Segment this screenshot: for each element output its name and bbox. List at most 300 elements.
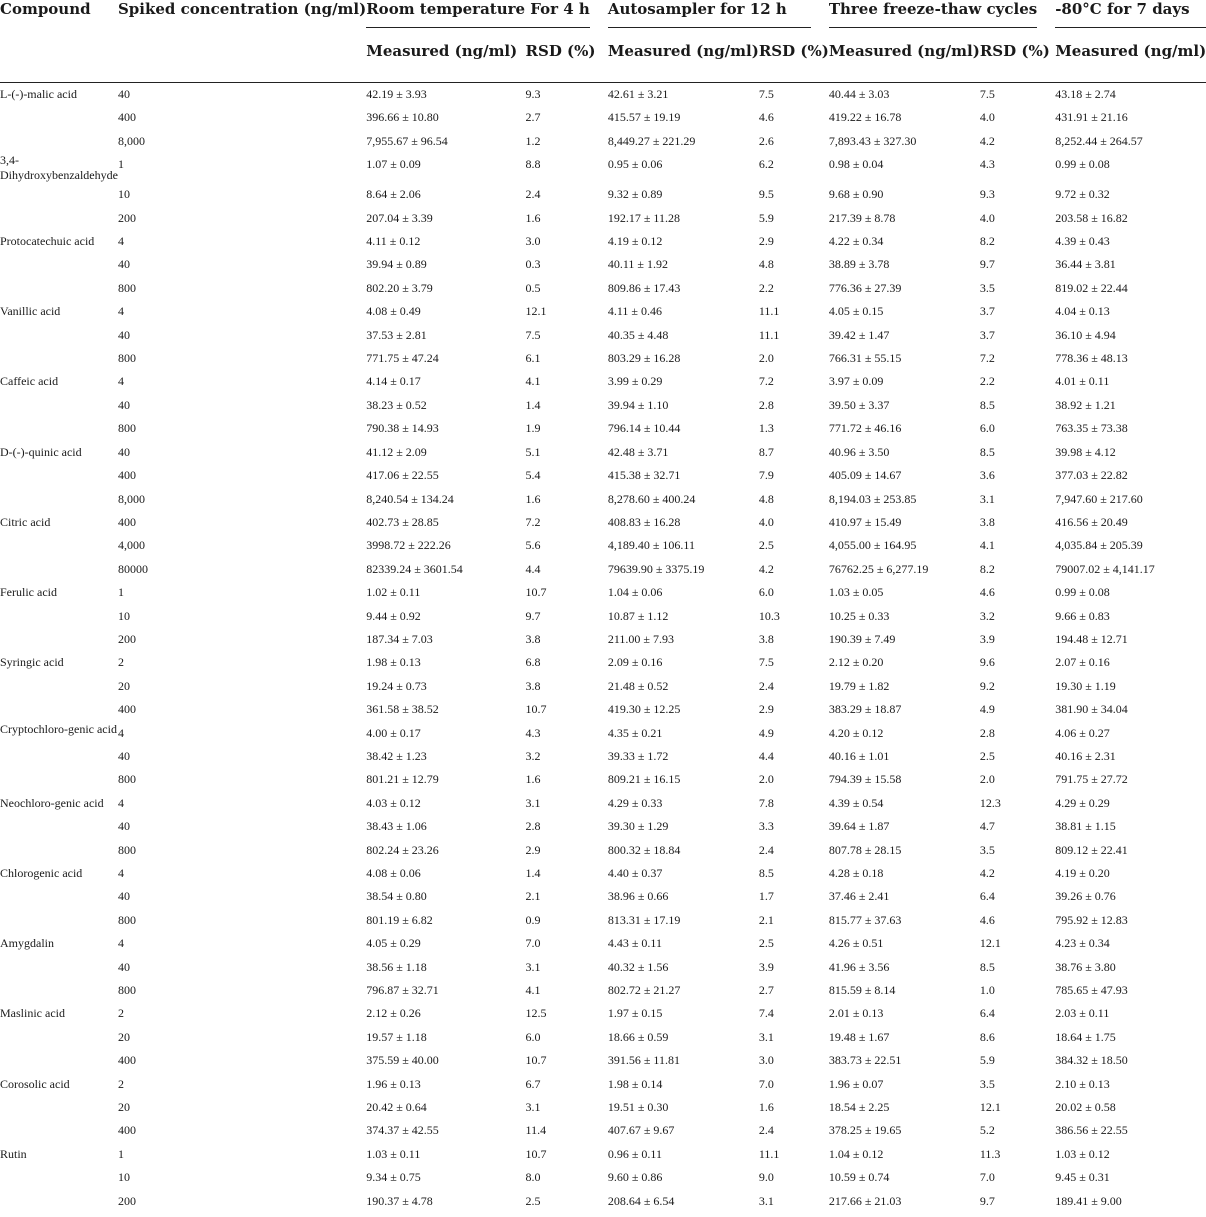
table-row xyxy=(0,130,1206,153)
ft-rsd-cell: 5.2 xyxy=(979,1123,995,1138)
as-measured-cell: 408.83 ± 16.28 xyxy=(607,514,681,529)
ft-rsd-cell: 9.7 xyxy=(979,257,995,272)
m80-measured-cell: 763.35 ± 73.38 xyxy=(1055,421,1128,436)
ft-rsd-cell: 4.1 xyxy=(979,538,995,553)
table-row xyxy=(0,628,1206,651)
as-rsd-cell: 10.3 xyxy=(758,608,780,623)
rt-measured-cell: 82339.24 ± 3601.54 xyxy=(366,561,463,576)
table-body xyxy=(0,83,1206,1214)
as-measured-cell: 208.64 ± 6.54 xyxy=(607,1193,675,1208)
as-rsd-cell: 3.9 xyxy=(758,959,774,974)
ft-rsd-cell: 4.6 xyxy=(979,585,995,600)
ft-measured-cell: 39.50 ± 3.37 xyxy=(828,397,890,412)
rt-measured-cell: 4.08 ± 0.06 xyxy=(366,866,421,880)
ft-rsd-cell: 2.0 xyxy=(979,772,995,787)
as-rsd-cell: 7.2 xyxy=(758,374,774,389)
compound-name xyxy=(0,464,118,487)
as-rsd-cell: 2.9 xyxy=(758,702,774,717)
ft-rsd-cell: 5.9 xyxy=(979,1053,995,1068)
as-measured-cell: 21.48 ± 0.52 xyxy=(607,678,669,693)
rt-rsd-cell: 11.4 xyxy=(525,1123,547,1138)
as-measured-cell: 42.48 ± 3.71 xyxy=(607,444,669,459)
spiked-concentration-cell: 800 xyxy=(117,351,136,366)
m80-measured-cell: 2.07 ± 0.16 xyxy=(1055,655,1110,670)
compound-name xyxy=(0,675,118,698)
m80-measured-cell: 2.10 ± 0.13 xyxy=(1055,1076,1110,1091)
ft-measured-cell: 410.97 ± 15.49 xyxy=(828,514,902,529)
spiked-concentration-cell: 40 xyxy=(117,889,130,904)
rt-rsd-cell: 3.0 xyxy=(525,234,541,249)
as-measured-cell: 796.14 ± 10.44 xyxy=(607,421,681,436)
as-rsd-cell: 4.0 xyxy=(758,514,774,529)
table-row xyxy=(0,230,1206,253)
rt-rsd-cell: 8.8 xyxy=(525,157,541,172)
spiked-concentration-cell: 2 xyxy=(117,1006,124,1021)
m80-measured-cell: 39.26 ± 0.76 xyxy=(1055,889,1116,904)
as-measured-cell: 4,189.40 ± 106.11 xyxy=(607,538,695,553)
ft-measured-cell: 4.28 ± 0.18 xyxy=(828,866,884,880)
rt-rsd-cell: 6.0 xyxy=(525,1029,541,1044)
ft-measured-cell: 41.96 ± 3.56 xyxy=(828,959,890,974)
table-row xyxy=(0,815,1206,838)
as-measured-cell: 40.35 ± 4.48 xyxy=(607,327,669,342)
as-measured-cell: 38.96 ± 0.66 xyxy=(607,889,669,904)
table-row xyxy=(0,464,1206,487)
compound-name xyxy=(0,394,118,417)
rt-rsd-cell: 0.5 xyxy=(525,280,541,295)
as-measured-cell: 42.61 ± 3.21 xyxy=(607,87,669,101)
rt-measured-cell: 38.54 ± 0.80 xyxy=(366,889,427,904)
as-measured-cell: 0.95 ± 0.06 xyxy=(607,157,663,172)
rt-measured-cell: 19.24 ± 0.73 xyxy=(366,678,427,693)
as-measured-cell: 1.98 ± 0.14 xyxy=(607,1076,663,1091)
ft-measured-cell: 39.42 ± 1.47 xyxy=(828,327,890,342)
compound-name xyxy=(0,885,118,908)
m80-measured-cell: 189.41 ± 9.00 xyxy=(1055,1193,1122,1208)
ft-measured-cell: 40.96 ± 3.50 xyxy=(828,444,890,459)
as-rsd-cell: 1.7 xyxy=(758,889,774,904)
rt-measured-cell: 417.06 ± 22.55 xyxy=(366,468,439,483)
compound-name xyxy=(0,130,118,153)
ft-rsd-cell: 7.2 xyxy=(979,351,995,366)
ft-measured-cell: 794.39 ± 15.58 xyxy=(828,772,902,787)
ft-rsd-cell: 2.2 xyxy=(979,374,995,389)
as-measured-cell: 40.32 ± 1.56 xyxy=(607,959,669,974)
ft-measured-cell: 807.78 ± 28.15 xyxy=(828,842,902,857)
ft-measured-cell: 19.79 ± 1.82 xyxy=(828,678,890,693)
header-group-autosampler xyxy=(608,0,829,42)
compound-name: Maslinic acid xyxy=(0,1006,65,1021)
as-measured-cell: 4.29 ± 0.33 xyxy=(607,795,663,810)
m80-measured-cell: 38.81 ± 1.15 xyxy=(1055,819,1116,834)
ft-rsd-cell: 9.2 xyxy=(979,678,995,693)
ft-measured-cell: 405.09 ± 14.67 xyxy=(828,468,902,483)
compound-name xyxy=(0,815,118,838)
table-row xyxy=(0,207,1206,230)
as-rsd-cell: 2.9 xyxy=(758,234,774,249)
ft-rsd-cell: 3.7 xyxy=(979,304,995,319)
ft-rsd-cell: 8.6 xyxy=(979,1029,995,1044)
rt-measured-cell: 802.24 ± 23.26 xyxy=(366,842,439,857)
rt-rsd-cell: 3.8 xyxy=(525,678,541,693)
compound-name: Syringic acid xyxy=(0,655,64,670)
rt-measured-cell: 374.37 ± 42.55 xyxy=(366,1123,439,1138)
rt-measured-cell: 771.75 ± 47.24 xyxy=(366,351,439,366)
m80-measured-cell: 36.44 ± 3.81 xyxy=(1055,257,1116,272)
rt-measured-cell: 801.19 ± 6.82 xyxy=(366,912,433,927)
header-group-label: -80°C for 7 days xyxy=(1055,0,1206,28)
ft-measured-cell: 815.77 ± 37.63 xyxy=(828,912,902,927)
ft-rsd-cell: 1.0 xyxy=(979,983,995,998)
as-rsd-cell: 11.1 xyxy=(758,1146,780,1161)
as-rsd-cell: 1.6 xyxy=(758,1100,774,1115)
rt-measured-cell: 7,955.67 ± 96.54 xyxy=(366,133,448,148)
m80-measured-cell: 795.92 ± 12.83 xyxy=(1055,912,1128,927)
rt-rsd-cell: 2.9 xyxy=(525,842,541,857)
as-rsd-cell: 8.7 xyxy=(758,444,774,459)
rt-measured-cell: 375.59 ± 40.00 xyxy=(366,1053,439,1068)
as-rsd-cell: 5.9 xyxy=(758,210,774,225)
as-rsd-cell: 2.7 xyxy=(758,983,774,998)
ft-rsd-cell: 4.6 xyxy=(979,912,995,927)
m80-measured-cell: 4.01 ± 0.11 xyxy=(1055,374,1110,389)
as-rsd-cell: 1.3 xyxy=(758,421,774,436)
compound-name: Caffeic acid xyxy=(0,374,59,389)
table-row xyxy=(0,675,1206,698)
rt-rsd-cell: 1.2 xyxy=(525,133,541,148)
spiked-concentration-cell: 800 xyxy=(117,772,136,787)
header-group-freeze-thaw xyxy=(829,0,1055,42)
spiked-concentration-cell: 800 xyxy=(117,280,136,295)
header-measured: Measured (ng/ml) xyxy=(366,42,525,83)
as-rsd-cell: 2.2 xyxy=(758,280,774,295)
rt-measured-cell: 802.20 ± 3.79 xyxy=(366,280,433,295)
rt-rsd-cell: 4.4 xyxy=(525,561,541,576)
m80-measured-cell: 4.06 ± 0.27 xyxy=(1055,725,1110,740)
spiked-concentration-cell: 10 xyxy=(117,1170,130,1185)
ft-rsd-cell: 3.1 xyxy=(979,491,995,506)
as-measured-cell: 407.67 ± 9.67 xyxy=(607,1123,675,1138)
m80-measured-cell: 9.45 ± 0.31 xyxy=(1055,1170,1110,1185)
compound-name: L-(-)-malic acid xyxy=(0,87,77,101)
compound-name xyxy=(0,1026,118,1049)
m80-measured-cell: 203.58 ± 16.82 xyxy=(1055,210,1128,225)
as-measured-cell: 4.11 ± 0.46 xyxy=(607,304,662,319)
rt-measured-cell: 1.96 ± 0.13 xyxy=(366,1076,421,1091)
as-measured-cell: 2.09 ± 0.16 xyxy=(607,655,663,670)
spiked-concentration-cell: 4 xyxy=(117,866,124,880)
m80-measured-cell: 778.36 ± 48.13 xyxy=(1055,351,1128,366)
as-rsd-cell: 2.6 xyxy=(758,133,774,148)
rt-measured-cell: 9.44 ± 0.92 xyxy=(366,608,421,623)
table-row xyxy=(0,324,1206,347)
as-measured-cell: 803.29 ± 16.28 xyxy=(607,351,681,366)
m80-measured-cell: 4.29 ± 0.29 xyxy=(1055,795,1110,810)
ft-measured-cell: 9.68 ± 0.90 xyxy=(828,187,884,202)
ft-measured-cell: 4.05 ± 0.15 xyxy=(828,304,884,319)
m80-measured-cell: 791.75 ± 27.72 xyxy=(1055,772,1128,787)
rt-rsd-cell: 1.4 xyxy=(525,397,541,412)
as-rsd-cell: 7.5 xyxy=(758,87,774,101)
as-rsd-cell: 2.8 xyxy=(758,397,774,412)
rt-rsd-cell: 12.1 xyxy=(525,304,547,319)
table-row xyxy=(0,768,1206,791)
rt-rsd-cell: 1.4 xyxy=(525,866,541,880)
ft-rsd-cell: 4.2 xyxy=(979,866,995,880)
rt-measured-cell: 1.07 ± 0.09 xyxy=(366,157,421,172)
as-measured-cell: 9.32 ± 0.89 xyxy=(607,187,663,202)
m80-measured-cell: 381.90 ± 34.04 xyxy=(1055,702,1128,717)
ft-rsd-cell: 12.1 xyxy=(979,1100,1001,1115)
table-row xyxy=(0,1190,1206,1213)
header-rsd: RSD (%) xyxy=(526,42,608,83)
header-rsd: RSD (%) xyxy=(980,42,1055,83)
rt-rsd-cell: 7.5 xyxy=(525,327,541,342)
ft-rsd-cell: 4.7 xyxy=(979,819,995,834)
as-rsd-cell: 2.4 xyxy=(758,842,774,857)
as-rsd-cell: 3.1 xyxy=(758,1193,774,1208)
rt-rsd-cell: 3.1 xyxy=(525,795,541,810)
compound-name xyxy=(0,558,118,581)
rt-measured-cell: 39.94 ± 0.89 xyxy=(366,257,427,272)
table-row xyxy=(0,1166,1206,1189)
m80-measured-cell: 36.10 ± 4.94 xyxy=(1055,327,1116,342)
as-rsd-cell: 4.2 xyxy=(758,561,774,576)
rt-measured-cell: 790.38 ± 14.93 xyxy=(366,421,439,436)
ft-rsd-cell: 4.2 xyxy=(979,133,995,148)
ft-measured-cell: 76762.25 ± 6,277.19 xyxy=(828,561,929,576)
compound-name xyxy=(0,956,118,979)
rt-rsd-cell: 2.8 xyxy=(525,819,541,834)
ft-measured-cell: 2.01 ± 0.13 xyxy=(828,1006,884,1021)
rt-rsd-cell: 5.1 xyxy=(525,444,541,459)
ft-measured-cell: 383.29 ± 18.87 xyxy=(828,702,902,717)
rt-rsd-cell: 0.3 xyxy=(525,257,541,272)
m80-measured-cell: 4,035.84 ± 205.39 xyxy=(1055,538,1143,553)
rt-rsd-cell: 0.9 xyxy=(525,912,541,927)
ft-rsd-cell: 8.5 xyxy=(979,397,995,412)
spiked-concentration-cell: 800 xyxy=(117,842,136,857)
rt-measured-cell: 38.42 ± 1.23 xyxy=(366,748,427,763)
as-rsd-cell: 2.4 xyxy=(758,678,774,693)
spiked-concentration-cell: 20 xyxy=(117,1029,130,1044)
table-row xyxy=(0,1143,1206,1166)
rt-rsd-cell: 10.7 xyxy=(525,1146,547,1161)
ft-measured-cell: 1.03 ± 0.05 xyxy=(828,585,884,600)
ft-measured-cell: 1.04 ± 0.12 xyxy=(828,1146,884,1161)
compound-name: Citric acid xyxy=(0,514,51,529)
compound-name: Rutin xyxy=(0,1146,27,1161)
header-group-label: Autosampler for 12 h xyxy=(608,0,811,28)
spiked-concentration-cell: 400 xyxy=(117,1123,136,1138)
ft-rsd-cell: 4.0 xyxy=(979,210,995,225)
as-measured-cell: 800.32 ± 18.84 xyxy=(607,842,681,857)
as-measured-cell: 8,278.60 ± 400.24 xyxy=(607,491,696,506)
m80-measured-cell: 384.32 ± 18.50 xyxy=(1055,1053,1128,1068)
table-row xyxy=(0,153,1206,183)
header-spiked-concentration: Spiked concentration (ng/ml) xyxy=(118,0,366,83)
as-measured-cell: 192.17 ± 11.28 xyxy=(607,210,680,225)
as-measured-cell: 39.30 ± 1.29 xyxy=(607,819,669,834)
table-row xyxy=(0,1096,1206,1119)
m80-measured-cell: 4.04 ± 0.13 xyxy=(1055,304,1110,319)
compound-name xyxy=(0,979,118,1002)
rt-rsd-cell: 8.0 xyxy=(525,1170,541,1185)
compound-name xyxy=(0,628,118,651)
ft-measured-cell: 2.12 ± 0.20 xyxy=(828,655,884,670)
as-rsd-cell: 6.0 xyxy=(758,585,774,600)
rt-rsd-cell: 2.5 xyxy=(525,1193,541,1208)
table-row xyxy=(0,370,1206,393)
header-group-room-temperature xyxy=(366,0,608,42)
table-row xyxy=(0,253,1206,276)
spiked-concentration-cell: 8,000 xyxy=(117,133,145,148)
ft-rsd-cell: 8.5 xyxy=(979,959,995,974)
as-measured-cell: 809.86 ± 17.43 xyxy=(607,280,681,295)
spiked-concentration-cell: 20 xyxy=(117,1100,130,1115)
table-row xyxy=(0,1119,1206,1142)
as-measured-cell: 39.94 ± 1.10 xyxy=(607,397,669,412)
spiked-concentration-cell: 40 xyxy=(117,748,130,763)
compound-name: Amygdalin xyxy=(0,936,54,951)
spiked-concentration-cell: 40 xyxy=(117,327,130,342)
table-row xyxy=(0,932,1206,955)
table-row xyxy=(0,1002,1206,1025)
rt-measured-cell: 1.03 ± 0.11 xyxy=(366,1146,421,1161)
m80-measured-cell: 18.64 ± 1.75 xyxy=(1055,1029,1116,1044)
as-rsd-cell: 2.4 xyxy=(758,1123,774,1138)
compound-name xyxy=(0,534,118,557)
compound-name: D-(-)-quinic acid xyxy=(0,444,82,459)
ft-measured-cell: 19.48 ± 1.67 xyxy=(828,1029,890,1044)
compound-name xyxy=(0,183,118,206)
ft-rsd-cell: 3.5 xyxy=(979,1076,995,1091)
m80-measured-cell: 809.12 ± 22.41 xyxy=(1055,842,1128,857)
table-row xyxy=(0,1049,1206,1072)
table-row xyxy=(0,1026,1206,1049)
as-rsd-cell: 4.8 xyxy=(758,257,774,272)
ft-rsd-cell: 3.5 xyxy=(979,280,995,295)
rt-rsd-cell: 12.5 xyxy=(525,1006,547,1021)
table-row xyxy=(0,441,1206,464)
rt-rsd-cell: 5.6 xyxy=(525,538,541,553)
rt-rsd-cell: 1.6 xyxy=(525,772,541,787)
m80-measured-cell: 386.56 ± 22.55 xyxy=(1055,1123,1128,1138)
rt-measured-cell: 361.58 ± 38.52 xyxy=(366,702,439,717)
table-row xyxy=(0,277,1206,300)
table-row xyxy=(0,347,1206,370)
spiked-concentration-cell: 200 xyxy=(117,210,136,225)
rt-measured-cell: 190.37 ± 4.78 xyxy=(366,1193,433,1208)
rt-measured-cell: 8,240.54 ± 134.24 xyxy=(366,491,454,506)
m80-measured-cell: 19.30 ± 1.19 xyxy=(1055,678,1116,693)
as-measured-cell: 3.99 ± 0.29 xyxy=(607,374,663,389)
compound-name: Neochloro-genic acid xyxy=(0,795,104,810)
as-measured-cell: 813.31 ± 17.19 xyxy=(607,912,681,927)
as-rsd-cell: 2.5 xyxy=(758,936,774,951)
spiked-concentration-cell: 1 xyxy=(117,1146,124,1161)
ft-rsd-cell: 3.5 xyxy=(979,842,995,857)
rt-measured-cell: 1.98 ± 0.13 xyxy=(366,655,421,670)
rt-measured-cell: 19.57 ± 1.18 xyxy=(366,1029,427,1044)
rt-rsd-cell: 3.2 xyxy=(525,748,541,763)
as-measured-cell: 391.56 ± 11.81 xyxy=(607,1053,680,1068)
as-measured-cell: 4.43 ± 0.11 xyxy=(607,936,662,951)
as-measured-cell: 419.30 ± 12.25 xyxy=(607,702,681,717)
header-row-groups xyxy=(0,0,1206,42)
m80-measured-cell: 377.03 ± 22.82 xyxy=(1055,468,1128,483)
spiked-concentration-cell: 4 xyxy=(117,795,124,810)
spiked-concentration-cell: 800 xyxy=(117,912,136,927)
as-rsd-cell: 4.6 xyxy=(758,110,774,125)
as-measured-cell: 802.72 ± 21.27 xyxy=(607,983,681,998)
spiked-concentration-cell: 80000 xyxy=(117,561,148,576)
table-row xyxy=(0,1073,1206,1096)
m80-measured-cell: 8,252.44 ± 264.57 xyxy=(1055,133,1143,148)
as-rsd-cell: 8.5 xyxy=(758,866,774,880)
table-row xyxy=(0,839,1206,862)
ft-measured-cell: 38.89 ± 3.78 xyxy=(828,257,890,272)
rt-rsd-cell: 1.9 xyxy=(525,421,541,436)
as-rsd-cell: 9.5 xyxy=(758,187,774,202)
table-row xyxy=(0,488,1206,511)
compound-name: Cryptochloro-genic acid xyxy=(0,721,117,736)
rt-rsd-cell: 3.8 xyxy=(525,631,541,646)
ft-rsd-cell: 9.6 xyxy=(979,655,995,670)
rt-measured-cell: 38.43 ± 1.06 xyxy=(366,819,427,834)
spiked-concentration-cell: 40 xyxy=(117,444,130,459)
rt-rsd-cell: 7.2 xyxy=(525,514,541,529)
ft-rsd-cell: 3.8 xyxy=(979,514,995,529)
as-measured-cell: 4.19 ± 0.12 xyxy=(607,234,663,249)
spiked-concentration-cell: 40 xyxy=(117,819,130,834)
ft-measured-cell: 10.59 ± 0.74 xyxy=(828,1170,890,1185)
table-row xyxy=(0,909,1206,932)
m80-measured-cell: 38.92 ± 1.21 xyxy=(1055,397,1116,412)
compound-name: Corosolic acid xyxy=(0,1076,70,1091)
spiked-concentration-cell: 40 xyxy=(117,397,130,412)
compound-name xyxy=(0,605,118,628)
rt-rsd-cell: 4.3 xyxy=(525,725,541,740)
ft-measured-cell: 4.39 ± 0.54 xyxy=(828,795,884,810)
rt-rsd-cell: 1.6 xyxy=(525,210,541,225)
table-row xyxy=(0,956,1206,979)
compound-name xyxy=(0,768,118,791)
compound-name xyxy=(0,1096,118,1119)
ft-measured-cell: 4.20 ± 0.12 xyxy=(828,725,884,740)
spiked-concentration-cell: 800 xyxy=(117,983,136,998)
m80-measured-cell: 2.03 ± 0.11 xyxy=(1055,1006,1110,1021)
compound-name: Vanillic acid xyxy=(0,304,61,319)
table-row xyxy=(0,300,1206,323)
rt-measured-cell: 38.23 ± 0.52 xyxy=(366,397,427,412)
ft-measured-cell: 18.54 ± 2.25 xyxy=(828,1100,890,1115)
rt-rsd-cell: 2.7 xyxy=(525,110,541,125)
ft-measured-cell: 771.72 ± 46.16 xyxy=(828,421,902,436)
compound-name xyxy=(0,324,118,347)
ft-measured-cell: 383.73 ± 22.51 xyxy=(828,1053,902,1068)
spiked-concentration-cell: 20 xyxy=(117,678,130,693)
header-compound: Compound xyxy=(0,0,118,83)
spiked-concentration-cell: 2 xyxy=(117,1076,124,1091)
compound-name: Protocatechuic acid xyxy=(0,234,95,249)
table-row xyxy=(0,106,1206,129)
m80-measured-cell: 4.39 ± 0.43 xyxy=(1055,234,1110,249)
rt-measured-cell: 3998.72 ± 222.26 xyxy=(366,538,451,553)
as-rsd-cell: 3.0 xyxy=(758,1053,774,1068)
ft-measured-cell: 40.44 ± 3.03 xyxy=(828,87,890,101)
ft-measured-cell: 766.31 ± 55.15 xyxy=(828,351,902,366)
